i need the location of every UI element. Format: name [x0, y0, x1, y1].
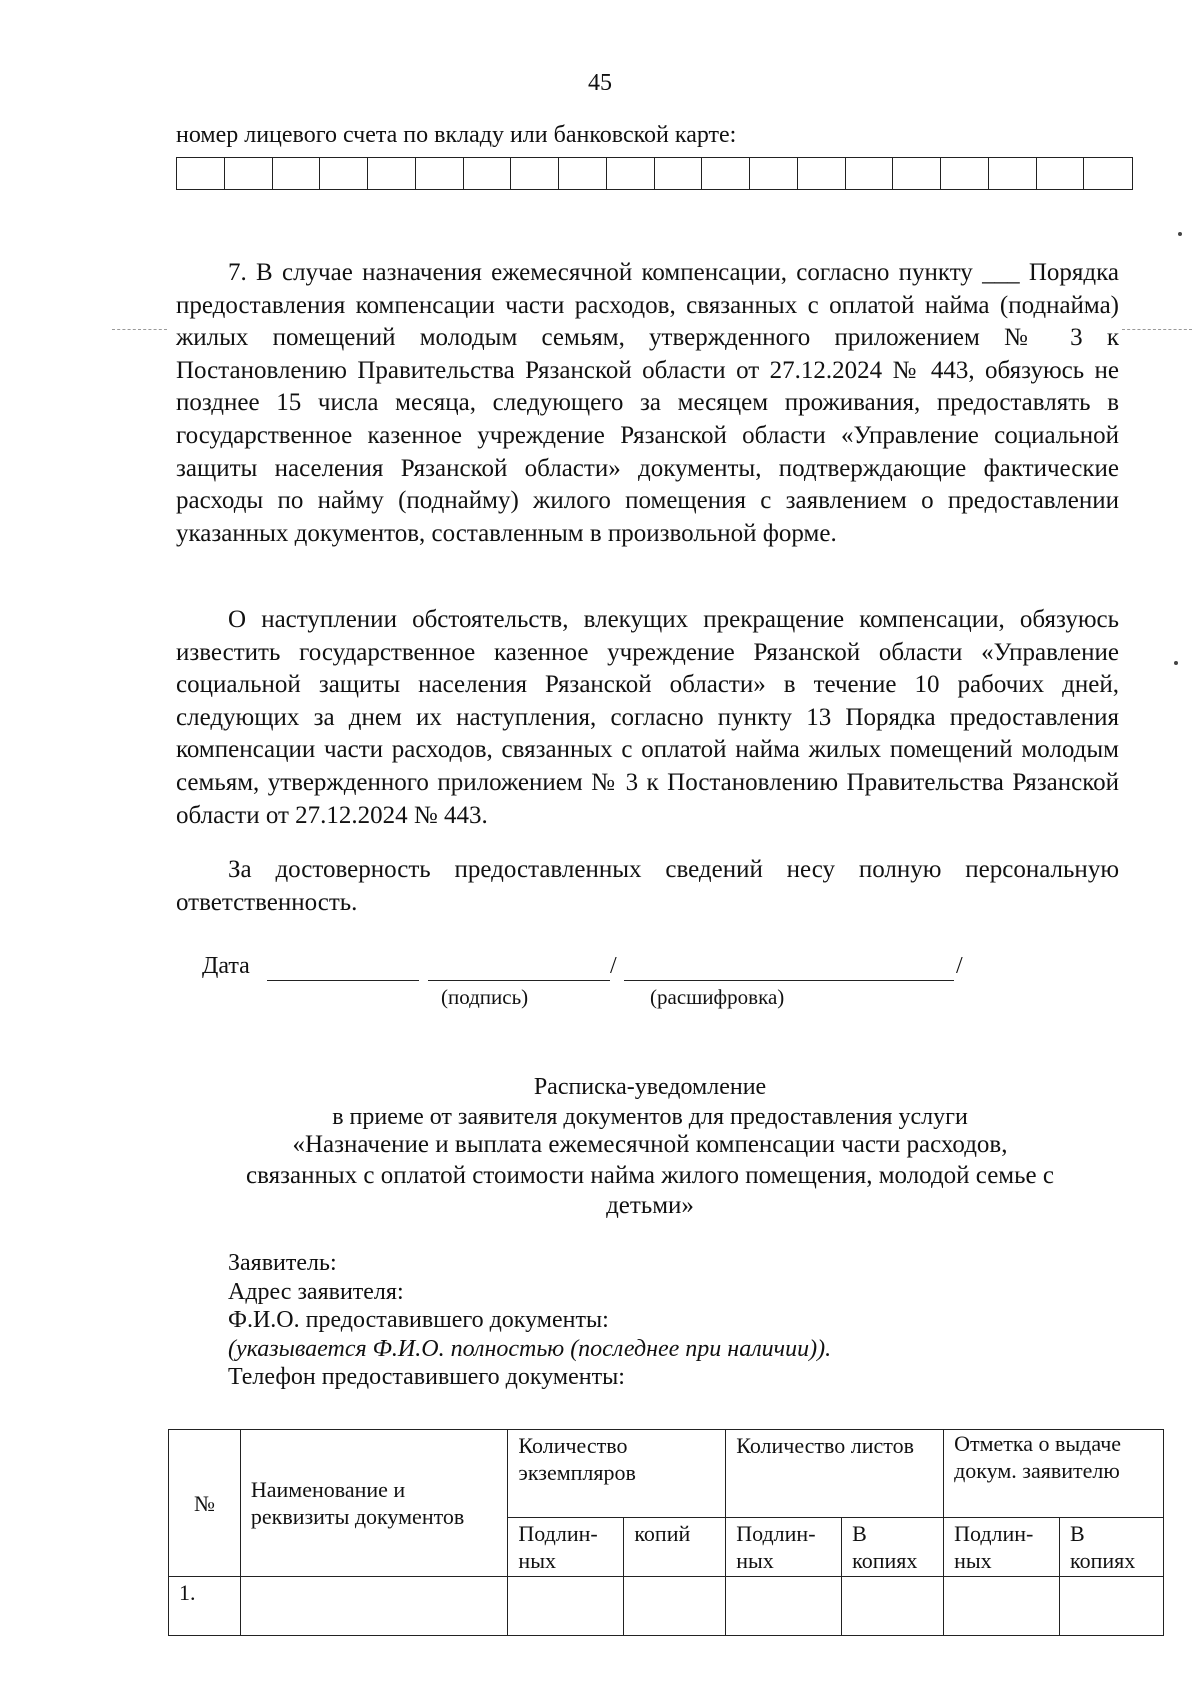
paragraph-responsibility [176, 854, 1119, 919]
account-number-cell[interactable] [225, 158, 273, 189]
account-number-cell[interactable] [655, 158, 703, 189]
account-number-cell[interactable] [559, 158, 607, 189]
subheader-originals: Подлин-ных [508, 1518, 624, 1577]
header-issue-mark: Отметка о выдаче докум. заявителю [944, 1430, 1164, 1518]
signature-caption: (подпись) [441, 985, 529, 1009]
account-number-label: номер лицевого счета по вкладу или банковской карте: [176, 122, 737, 148]
account-number-cell[interactable] [511, 158, 559, 189]
signature-line [428, 980, 610, 981]
account-number-cell[interactable] [702, 158, 750, 189]
account-number-cell[interactable] [368, 158, 416, 189]
scan-dash-right [1122, 329, 1192, 330]
account-number-grid [176, 157, 1133, 190]
header-document-name: Наименование и реквизиты документов [240, 1430, 508, 1577]
row-1-originals[interactable] [508, 1577, 624, 1636]
account-number-cell[interactable] [1084, 158, 1132, 189]
header-sheets-quantity: Количество листов [726, 1430, 944, 1518]
row-1-copies[interactable] [624, 1577, 726, 1636]
documents-table [168, 1429, 1164, 1636]
account-number-cell[interactable] [893, 158, 941, 189]
row-1-sheets-originals[interactable] [726, 1577, 842, 1636]
scan-dash-left [112, 329, 167, 330]
account-number-cell[interactable] [846, 158, 894, 189]
account-number-cell[interactable] [989, 158, 1037, 189]
account-number-cell[interactable] [607, 158, 655, 189]
scan-speck [1178, 232, 1182, 236]
account-number-cell[interactable] [941, 158, 989, 189]
paragraph-7 [176, 257, 1119, 550]
account-number-cell[interactable] [273, 158, 321, 189]
scan-speck [1174, 661, 1178, 665]
paragraph-7-text: 7. В случае назначения ежемесячной компенсации, согласно пункту ___ Порядка предоставления компенсации части расходов, связанных с оплатой найма (поднайма) жилых помещений молодым семьям, утвержденного приложением № 3 к Постановлению Правительства Рязанской области от 27.12.2024 № 443, обязуюсь не позднее 15 числа месяца, следующего за месяцем проживания, предоставлять в государственное казенное учреждение Рязанской области «Управление социальной защиты населения Рязанской области» документы, подтверждающие фактические расходы по найму (поднайму) жилого помещения с заявлением о предоставлении указанных документов, составленным в произвольной форме. [176, 259, 1119, 547]
account-number-cell[interactable] [750, 158, 798, 189]
applicant-label: Заявитель: [228, 1250, 337, 1276]
paragraph-notification [176, 604, 1119, 832]
receipt-line-1: в приеме от заявителя документов для предоставления услуги [332, 1104, 968, 1130]
subheader-in-copies: В копиях [1060, 1518, 1164, 1577]
paragraph-responsibility-text: За достоверность предоставленных сведений несу полную персональную ответственность. [176, 856, 1119, 916]
row-1-issue-originals[interactable] [944, 1577, 1060, 1636]
decoding-line [624, 980, 954, 981]
subheader-originals: Подлин-ных [944, 1518, 1060, 1577]
row-1-sheets-in-copies[interactable] [842, 1577, 944, 1636]
subheader-originals: Подлин-ных [726, 1518, 842, 1577]
signature-slash: / [610, 953, 617, 979]
decoding-caption: (расшифровка) [650, 985, 785, 1009]
account-number-cell[interactable] [798, 158, 846, 189]
account-number-cell[interactable] [1037, 158, 1085, 189]
date-label: Дата [202, 953, 250, 979]
account-number-cell[interactable] [464, 158, 512, 189]
header-number: № [169, 1430, 241, 1577]
account-number-cell[interactable] [320, 158, 368, 189]
row-1-document-name[interactable] [240, 1577, 508, 1636]
account-number-cell[interactable] [416, 158, 464, 189]
submitter-note: (указывается Ф.И.О. полностью (последнее при наличии)). [228, 1335, 832, 1362]
account-number-cell[interactable] [177, 158, 225, 189]
applicant-fields [228, 1249, 831, 1392]
date-line [267, 980, 419, 981]
decoding-slash: / [956, 953, 963, 979]
subheader-copies: копий [624, 1518, 726, 1577]
submitter-label: Ф.И.О. предоставившего документы: [228, 1307, 609, 1333]
address-label: Адрес заявителя: [228, 1278, 404, 1305]
receipt-line-3: связанных с оплатой стоимости найма жилого помещения, молодой семье с [246, 1162, 1054, 1189]
page-number: 45 [588, 70, 612, 96]
receipt-line-4: детьми» [606, 1192, 694, 1219]
receipt-line-2: «Назначение и выплата ежемесячной компенсации части расходов, [292, 1131, 1008, 1158]
receipt-title: Расписка-уведомление [533, 1074, 767, 1100]
subheader-in-copies: В копиях [842, 1518, 944, 1577]
header-copies-quantity: Количество экземпляров [508, 1430, 726, 1518]
paragraph-notification-text: О наступлении обстоятельств, влекущих прекращение компенсации, обязуюсь известить государственное казенное учреждение Рязанской области «Управление социальной защиты населения Рязанской области» в течение 10 рабочих дней, следующих за днем их наступления, согласно пункту 13 Порядка предоставления компенсации части расходов, связанных с оплатой найма жилых помещений молодым семьям, утвержденного приложением № 3 к Постановлению Правительства Рязанской области от 27.12.2024 № 443. [176, 606, 1119, 829]
phone-label: Телефон предоставившего документы: [228, 1364, 625, 1390]
row-1-issue-in-copies[interactable] [1060, 1577, 1164, 1636]
row-1-number: 1. [169, 1577, 241, 1636]
